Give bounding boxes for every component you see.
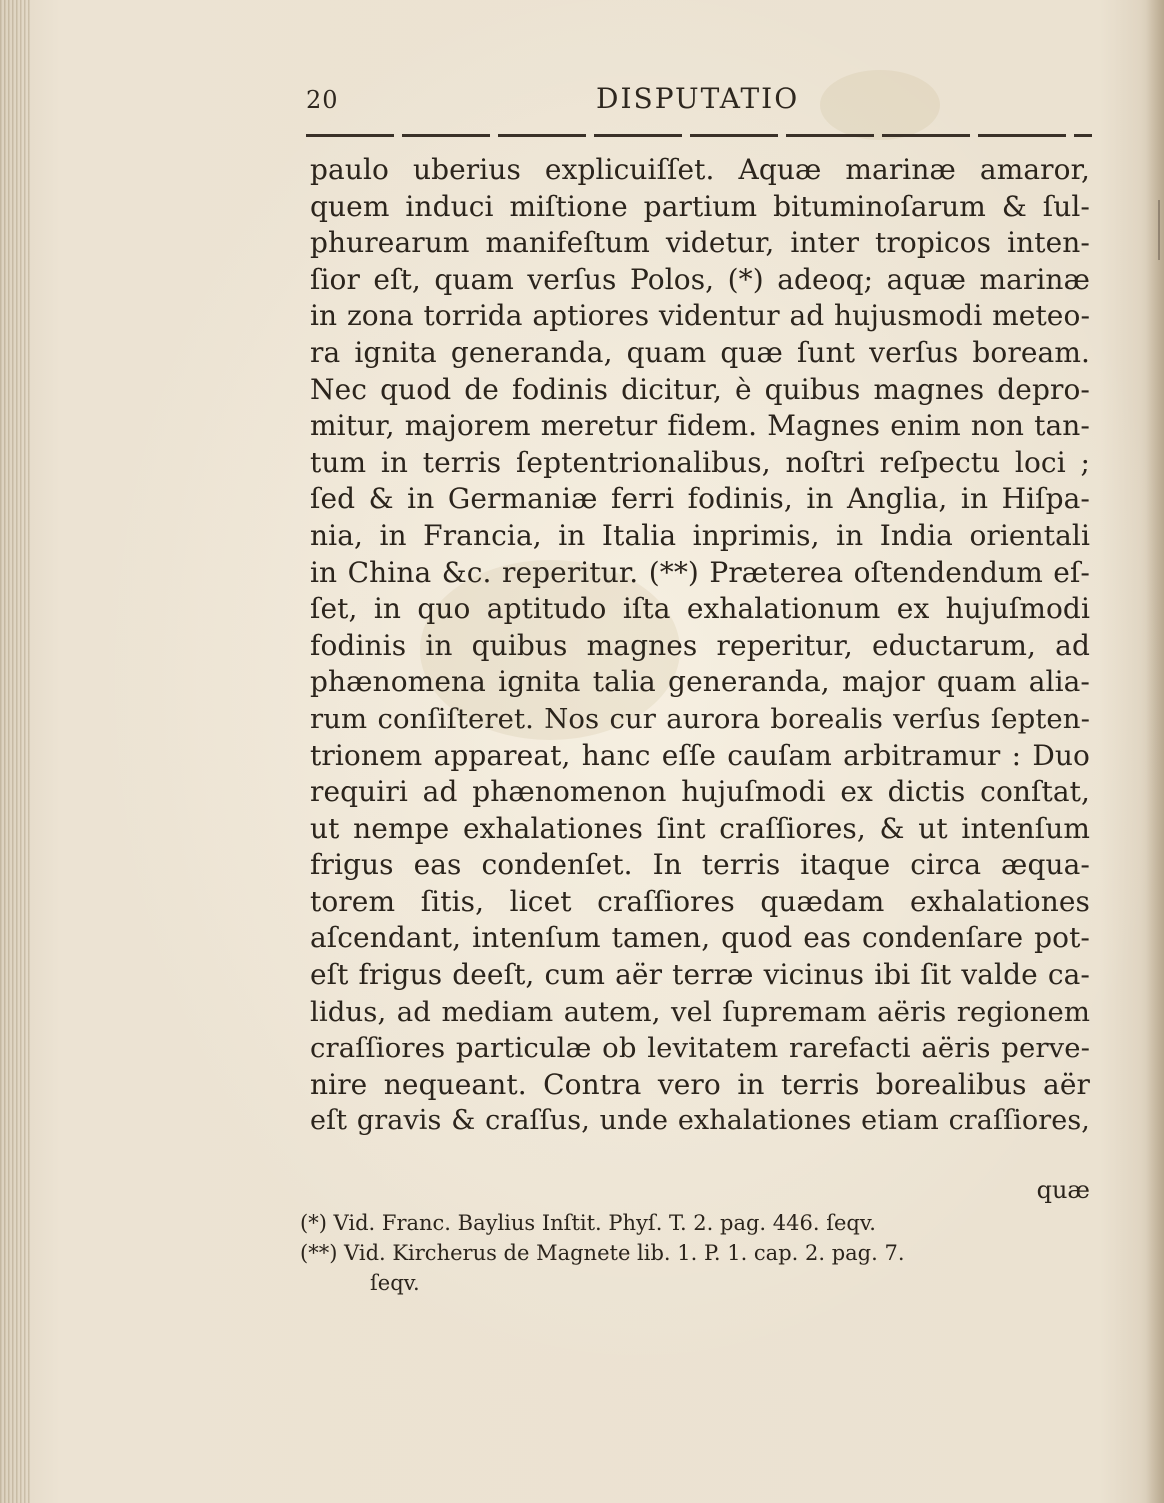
gutter-shadow <box>1146 0 1164 1503</box>
text-line: tum in terris ſeptentrionalibus, noſtri reſpectu loci ; <box>310 445 1090 479</box>
footnote-continuation: ſeqv. <box>370 1271 420 1295</box>
text-line: trionem appareat, hanc eſſe cauſam arbitramur : Duo <box>310 738 1090 772</box>
text-line: ſet, in quo aptitudo iſta exhalationum ex hujuſmodi <box>310 592 1090 626</box>
text-line: frigus eas condenſet. In terris itaque circa æqua- <box>310 848 1090 882</box>
text-line: nia, in Francia, in Italia inprimis, in India orientali <box>310 518 1090 552</box>
text-line: lidus, ad mediam autem, vel ſupremam aëris regionem <box>310 995 1090 1028</box>
text-line: mitur, majorem meretur fidem. Magnes enim non tan- <box>310 409 1090 443</box>
running-head: DISPUTATIO <box>596 82 800 115</box>
footnote: (**) Vid. Kircherus de Magnete lib. 1. P. 1. cap. 2. pag. 7. <box>300 1241 905 1265</box>
margin-mark <box>1158 200 1160 260</box>
footnotes <box>300 1208 1090 1298</box>
page-stack-edge <box>0 0 30 1503</box>
text-line: fodinis in quibus magnes reperitur, eductarum, ad <box>310 628 1090 662</box>
text-line: eſt frigus deeſt, cum aër terræ vicinus ibi ſit valde ca- <box>310 958 1090 992</box>
body-text <box>310 152 1090 1140</box>
page-number: 20 <box>306 86 339 114</box>
text-line: nire nequeant. Contra vero in terris borealibus aër <box>310 1067 1090 1101</box>
page-header <box>306 80 1092 120</box>
text-line: quem induci miſtione partium bituminoſarum & ſul- <box>310 189 1090 223</box>
text-line: requiri ad phænomenon hujuſmodi ex dictis conſtat, <box>310 775 1090 809</box>
text-line: in China &c. reperitur. (**) Præterea oſtendendum eſ- <box>310 555 1090 589</box>
text-line: Nec quod de fodinis dicitur, è quibus magnes depro- <box>310 372 1090 406</box>
text-line: torem ſitis, licet craſſiores quædam exhalationes <box>310 884 1090 918</box>
text-line: paulo uberius explicuiſſet. Aquæ marinæ amaror, <box>310 153 1090 186</box>
text-line: phænomena ignita talia generanda, major quam alia- <box>310 665 1090 699</box>
text-line: ra ignita generanda, quam quæ ſunt verſus boream. <box>310 335 1090 369</box>
text-line: in zona torrida aptiores videntur ad hujusmodi meteo- <box>310 299 1090 333</box>
text-line: aſcendant, intenſum tamen, quod eas condenſare pot- <box>310 921 1090 955</box>
text-line: ſior eſt, quam verſus Polos, (*) adeoq; aquæ marinæ <box>310 262 1090 296</box>
text-line: craſſiores particulæ ob levitatem rarefacti aëris perve- <box>310 1032 1090 1065</box>
text-line: ſed & in Germaniæ ferri fodinis, in Anglia, in Hiſpa- <box>310 482 1090 516</box>
text-line: rum conſiſteret. Nos cur aurora borealis verſus ſepten- <box>310 702 1090 735</box>
text-line: ut nempe exhalationes ſint craſſiores, & ut intenſum <box>310 811 1090 845</box>
text-line: eſt gravis & craſſus, unde exhalationes etiam craſſiores, <box>310 1105 1090 1137</box>
header-rule <box>306 134 1092 137</box>
text-line: phurearum manifeſtum videtur, inter tropicos inten- <box>310 226 1090 260</box>
catchword: quæ <box>1036 1176 1090 1204</box>
footnote: (*) Vid. Franc. Baylius Inſtit. Phyſ. T. 2. pag. 446. ſeqv. <box>300 1211 876 1235</box>
